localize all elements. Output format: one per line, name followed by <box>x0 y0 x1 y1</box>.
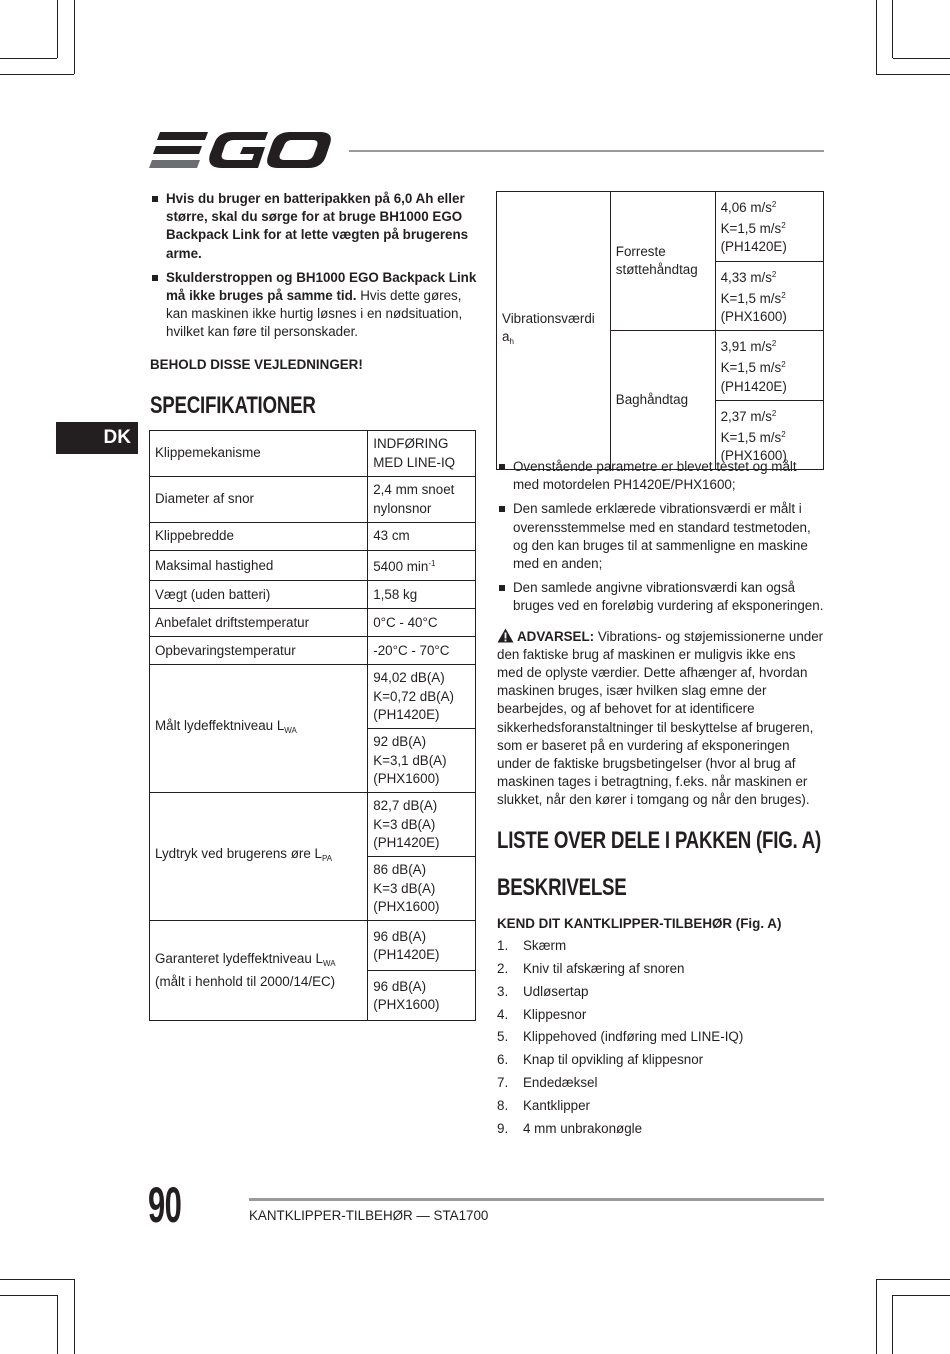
value-line: K=1,5 m/s <box>720 360 782 376</box>
spec-value <box>368 971 476 1021</box>
vibration-label <box>497 192 611 470</box>
value-line: 92 dB(A) <box>373 734 427 750</box>
spec-label: Opbevaringstemperatur <box>150 637 368 665</box>
crop-mark <box>876 1279 950 1280</box>
crop-mark <box>893 1295 950 1296</box>
parts-heading: LISTE OVER DELE I PAKKEN (FIG. A) <box>497 827 822 854</box>
list-item <box>497 1006 825 1024</box>
bullet-item: Den samlede erklærede vibrationsværdi er målt i overensstemmelse med en standard testmetoden, og den kan bruges til at sammenligne en maskine med en anden; <box>497 500 825 573</box>
list-item <box>497 937 825 955</box>
spec-table <box>149 430 476 1021</box>
spec-label-sub: WA <box>322 959 336 968</box>
list-number: 6. <box>497 1052 509 1068</box>
spec-value: 43 cm <box>368 523 476 551</box>
crop-mark <box>74 0 75 74</box>
list-item <box>497 1074 825 1092</box>
value-line: K=1,5 m/s <box>720 430 782 446</box>
value-line: 3,91 m/s <box>720 339 772 355</box>
spec-value <box>368 665 476 729</box>
value-line: K=1,5 m/s <box>720 221 782 237</box>
spec-value <box>368 729 476 793</box>
know-heading: KEND DIT KANTKLIPPER-TILBEHØR (Fig. A) <box>497 916 782 931</box>
bullet-text: Hvis dette gøres, kan maskinen ikke hurtig løsnes i en nødsituation, hvilket kan føre til personskader. <box>166 288 463 340</box>
value-line: 96 dB(A) <box>373 928 427 944</box>
list-item <box>497 983 825 1001</box>
spec-label: Klippemekanisme <box>150 431 368 477</box>
header-rule <box>349 150 824 152</box>
spec-label-text: Garanteret lydeffektniveau L <box>155 951 323 966</box>
warning-paragraph <box>497 628 825 810</box>
value-line: (PH1420E) <box>720 378 787 394</box>
value-line: 94,02 dB(A) <box>373 670 445 686</box>
crop-mark <box>892 1295 893 1354</box>
crop-mark <box>876 74 950 75</box>
crop-mark <box>57 1295 58 1354</box>
list-item <box>497 960 825 978</box>
list-text: Kantklipper <box>523 1097 590 1113</box>
spec-value-text: 5400 min <box>373 559 429 574</box>
list-text: Endedæksel <box>523 1074 598 1090</box>
table-row <box>150 431 476 477</box>
warning-icon <box>497 628 514 643</box>
spec-label: Vægt (uden batteri) <box>150 581 368 609</box>
value-line: K=0,72 dB(A) <box>373 688 454 704</box>
vibration-label-sub: h <box>509 337 514 347</box>
spec-value <box>368 857 476 921</box>
list-text: Skærm <box>523 938 567 954</box>
keep-instructions: BEHOLD DISSE VEJLEDNINGER! <box>150 356 363 372</box>
list-number: 1. <box>497 938 509 954</box>
bullet-text: Hvis du bruger en batteripakken på 6,0 Ah eller større, skal du sørge for at bruge BH1000 EGO Backpack Link for at lette vægten på brugerens arme. <box>166 191 469 261</box>
value-line: (PH1420E) <box>373 946 440 962</box>
unit-sup: 2 <box>771 269 777 279</box>
vibration-table <box>496 191 824 470</box>
table-row <box>150 551 476 581</box>
value-line: K=1,5 m/s <box>720 290 782 306</box>
list-item <box>497 1028 825 1046</box>
list-number: 8. <box>497 1097 509 1113</box>
value-line: 2,37 m/s <box>720 408 772 424</box>
spec-label-text: (målt i henhold til 2000/14/EC) <box>155 974 336 990</box>
vibration-value <box>715 261 823 331</box>
spec-label-sub: WA <box>284 726 297 736</box>
unit-sup: 2 <box>771 408 777 418</box>
unit-sup: 2 <box>771 339 777 349</box>
list-text: Udløsertap <box>523 983 589 999</box>
value-line: (PHX1600) <box>373 898 440 914</box>
list-item <box>497 1120 825 1138</box>
list-number: 7. <box>497 1074 509 1090</box>
crop-mark <box>0 58 57 59</box>
table-row <box>150 477 476 523</box>
spec-label: Klippebredde <box>150 523 368 551</box>
warning-text: Vibrations- og støjemissionerne under den faktiske brug af maskinen er muligvis ikke ens med de oplyste værdier. Dette afhænger af, hvordan maskinen bruges, især hvilken slag emne der bearbejdes, og af behovet for at identificere sikkerhedsforanstaltninger til beskyttelse af brugeren, som er baseret på en vurdering af eksponeringen under de faktiske brugsbetingelser (hvor al brug af maskinen tages i betragtning, f.eks. når maskinen er slukket, når den kører i tomgang og når den bruges). <box>497 628 824 808</box>
spec-value: 1,58 kg <box>368 581 476 609</box>
spec-label: Maksimal hastighed <box>150 551 368 581</box>
bullet-bold-text: Skulderstroppen og BH1000 EGO Backpack Link må ikke bruges på samme tid. <box>166 269 477 304</box>
list-text: 4 mm unbrakonøgle <box>523 1120 643 1136</box>
crop-mark <box>892 0 893 58</box>
unit-sup: 2 <box>781 221 786 231</box>
crop-mark <box>893 58 950 59</box>
vibration-value <box>715 331 823 401</box>
bullet-item: Den samlede angivne vibrationsværdi kan også bruges ved en foreløbig vurdering af eksponeringen. <box>497 579 825 615</box>
page-number: 90 <box>148 1177 182 1233</box>
table-row <box>150 609 476 637</box>
list-text: Knap til opvikling af klippesnor <box>523 1052 704 1068</box>
spec-value: -20°C - 70°C <box>368 637 476 665</box>
value-line: (PH1420E) <box>373 706 440 722</box>
spec-value <box>368 921 476 971</box>
spec-value: 0°C - 40°C <box>368 609 476 637</box>
list-number: 9. <box>497 1120 509 1136</box>
spec-value-sup: -1 <box>428 559 436 568</box>
table-row <box>497 192 824 262</box>
handle-label: Baghåndtag <box>610 331 715 470</box>
value-line: 96 dB(A) <box>373 978 427 994</box>
bullet-item <box>150 269 480 342</box>
ego-logo <box>148 128 332 172</box>
spec-label: Diameter af snor <box>150 477 368 523</box>
footer-title: KANTKLIPPER-TILBEHØR — STA1700 <box>249 1208 489 1223</box>
spec-label <box>150 665 368 793</box>
value-line: K=3 dB(A) <box>373 816 436 832</box>
value-line: K=3 dB(A) <box>373 880 436 896</box>
unit-sup: 2 <box>771 200 777 209</box>
value-line: 4,06 m/s <box>720 200 772 215</box>
spec-value <box>368 551 476 581</box>
value-line: 86 dB(A) <box>373 862 427 878</box>
bullet-item: Ovenstående parametre er blevet testet og målt med motordelen PH1420E/PHX1600; <box>497 458 825 494</box>
spec-label <box>150 921 368 1021</box>
spec-label-text: Målt lydeffektniveau L <box>155 718 285 734</box>
crop-mark <box>0 1279 74 1280</box>
crop-mark <box>74 1279 75 1354</box>
spec-heading: SPECIFIKATIONER <box>150 392 316 419</box>
unit-sup: 2 <box>781 360 786 370</box>
vibration-value <box>715 192 823 262</box>
spec-label: Anbefalet driftstemperatur <box>150 609 368 637</box>
unit-sup: 2 <box>781 430 786 440</box>
crop-mark <box>0 1295 57 1296</box>
value-line: (PHX1600) <box>720 448 787 464</box>
spec-value: INDFØRING MED LINE-IQ <box>368 431 476 477</box>
list-number: 2. <box>497 961 509 976</box>
table-row <box>150 793 476 857</box>
parts-section <box>497 915 825 1142</box>
value-line: K=3,1 dB(A) <box>373 752 447 768</box>
crop-mark <box>876 0 877 74</box>
value-line: 82,7 dB(A) <box>373 798 438 814</box>
spec-value: 2,4 mm snoet nylonsnor <box>368 477 476 523</box>
spec-value <box>368 793 476 857</box>
spec-label <box>150 793 368 921</box>
list-number: 4. <box>497 1006 509 1022</box>
vibration-label-text: Vibrationsværdi a <box>502 311 595 345</box>
handle-label: Forreste støttehåndtag <box>610 192 715 331</box>
language-tab: DK <box>56 422 138 454</box>
list-text: Kniv til afskæring af snoren <box>523 961 685 976</box>
list-text: Klippesnor <box>523 1006 587 1022</box>
value-line: (PHX1600) <box>373 996 440 1012</box>
crop-mark <box>57 0 58 58</box>
table-row <box>150 581 476 609</box>
warning-label: ADVARSEL: <box>517 628 595 644</box>
list-item <box>497 1097 825 1115</box>
spec-label-text: Lydtryk ved brugerens øre L <box>155 846 322 862</box>
list-text: Klippehoved (indføring med LINE-IQ) <box>523 1029 744 1045</box>
description-heading: BESKRIVELSE <box>497 874 627 901</box>
bullet-item <box>150 190 480 263</box>
table-row <box>150 921 476 971</box>
right-column <box>497 458 825 810</box>
parts-list <box>497 937 825 1138</box>
left-column <box>150 190 480 374</box>
value-line: (PH1420E) <box>373 834 440 850</box>
table-row <box>150 637 476 665</box>
value-line: (PH1420E) <box>720 239 787 255</box>
crop-mark <box>0 74 74 75</box>
value-line: 4,33 m/s <box>720 269 772 285</box>
unit-sup: 2 <box>781 290 786 300</box>
table-row <box>150 665 476 729</box>
list-item <box>497 1051 825 1069</box>
list-number: 5. <box>497 1029 509 1045</box>
crop-mark <box>876 1279 877 1354</box>
value-line: (PHX1600) <box>720 309 787 325</box>
spec-label-sub: PA <box>321 854 333 864</box>
footer-rule <box>249 1198 824 1201</box>
table-row <box>150 523 476 551</box>
value-line: (PHX1600) <box>373 770 440 786</box>
list-number: 3. <box>497 983 509 999</box>
